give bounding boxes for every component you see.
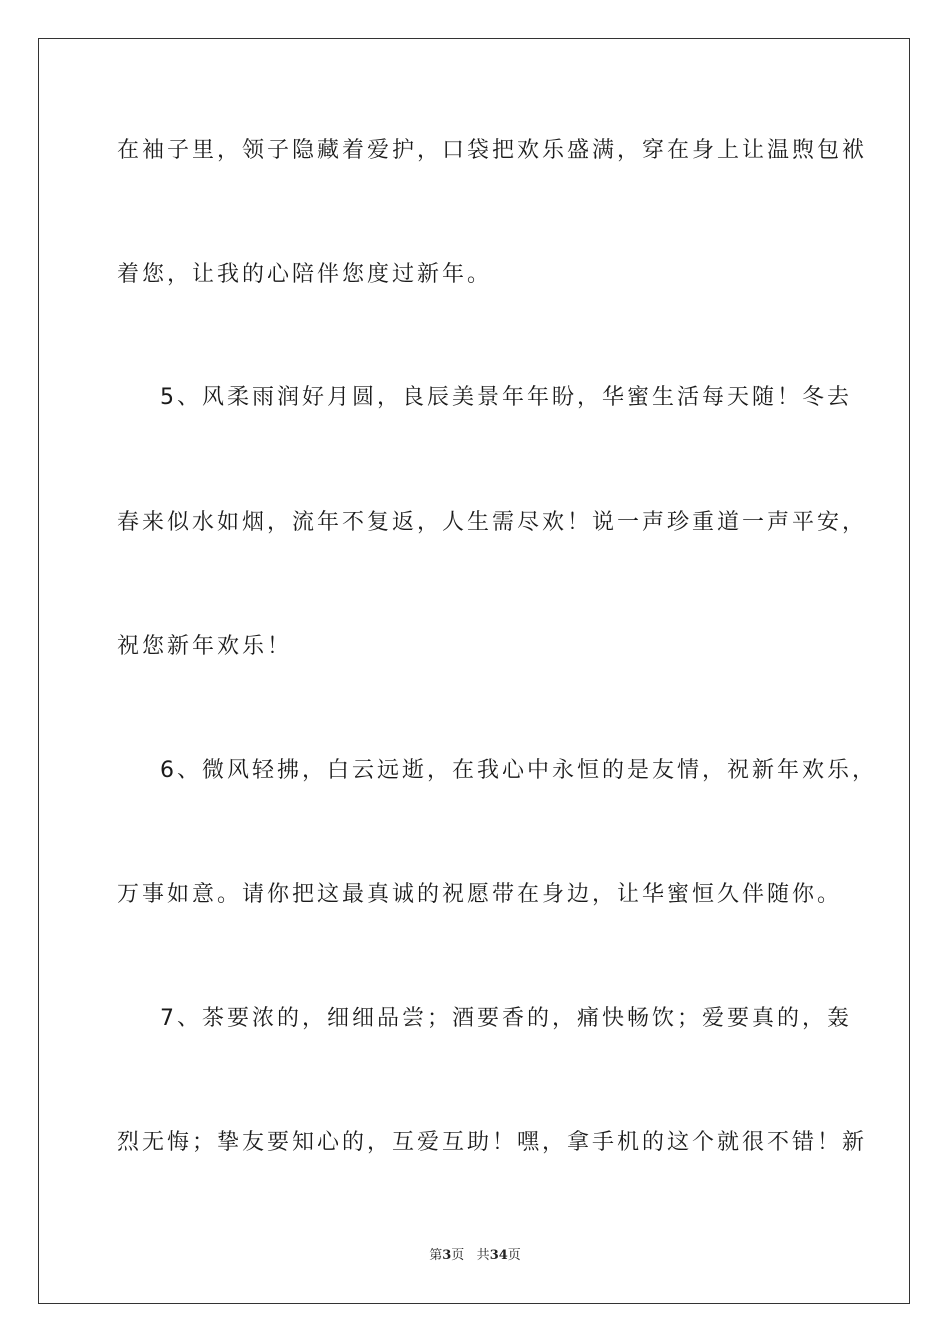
footer-total-prefix: 共 xyxy=(476,1248,490,1263)
footer-page-total: 34 xyxy=(489,1248,508,1263)
footer-total-suffix: 页 xyxy=(507,1248,521,1263)
footer-page-current: 3 xyxy=(442,1248,452,1263)
body-line-9: 烈无悔；挚友要知心的，互爱互助！嘿，拿手机的这个就很不错！新 xyxy=(117,1130,868,1155)
footer-page-suffix: 页 xyxy=(451,1248,465,1263)
body-line-2: 着您，让我的心陪伴您度过新年。 xyxy=(117,262,493,287)
body-line-4: 春来似水如烟，流年不复返，人生需尽欢！说一声珍重道一声平安， xyxy=(117,510,868,535)
body-line-8: 7、茶要浓的，细细品尝；酒要香的，痛快畅饮；爱要真的，轰 xyxy=(160,1006,852,1031)
body-line-5: 祝您新年欢乐！ xyxy=(117,634,293,659)
footer-page-prefix: 第 xyxy=(429,1248,443,1263)
body-line-1: 在袖子里，领子隐藏着爱护，口袋把欢乐盛满，穿在身上让温煦包袱 xyxy=(117,138,868,163)
body-line-7: 万事如意。请你把这最真诚的祝愿带在身边，让华蜜恒久伴随你。 xyxy=(117,882,843,907)
page-footer xyxy=(0,1247,950,1265)
body-line-6: 6、微风轻拂，白云远逝，在我心中永恒的是友情，祝新年欢乐， xyxy=(160,758,877,783)
body-line-3: 5、风柔雨润好月圆，良辰美景年年盼，华蜜生活每天随！冬去 xyxy=(160,385,852,410)
page-border xyxy=(38,38,910,1304)
